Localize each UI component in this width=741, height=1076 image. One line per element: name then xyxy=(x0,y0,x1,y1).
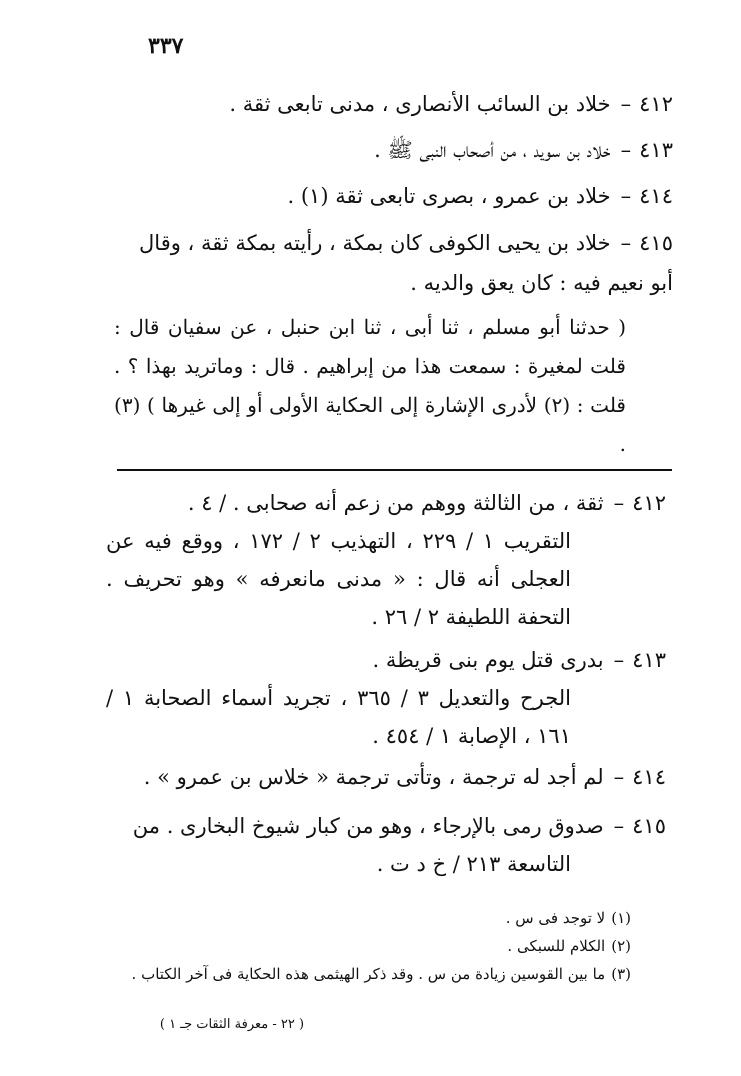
signature-mark: ( ٢٢ - معرفة الثقات جـ ١ ) xyxy=(159,1017,305,1032)
entry-number: ٤١٥ xyxy=(639,231,673,255)
footnote-text: ما بين القوسين زيادة من س . وقد ذكر الهيثمى هذه الحكاية فى آخر الكتاب . xyxy=(131,965,606,983)
commentary-text: بدرى قتل يوم بنى قريظة . xyxy=(372,648,604,672)
entry-number: ٤١٤ xyxy=(639,184,673,208)
footnote-2 xyxy=(71,934,631,958)
entry-413 xyxy=(113,130,673,170)
entry-414 xyxy=(113,176,673,216)
entry-dash: – xyxy=(620,92,632,116)
footnote-text: الكلام للسبكى . xyxy=(507,937,606,955)
entry-text: خلاد بن عمرو ، بصرى تابعى ثقة (١) . xyxy=(287,184,611,208)
commentary-dash: – xyxy=(613,648,625,672)
commentary-number: ٤١٥ xyxy=(632,814,666,838)
footnote-1 xyxy=(71,906,631,930)
entry-dash: – xyxy=(620,138,632,162)
footnote-number: (٢) xyxy=(611,937,631,955)
entry-412 xyxy=(113,84,673,124)
commentary-text: صدوق رمى بالإرجاء ، وهو من كبار شيوخ البخارى . من xyxy=(132,814,604,838)
footnote-3 xyxy=(71,962,631,986)
entry-dash: – xyxy=(620,231,632,255)
commentary-number: ٤١٤ xyxy=(632,765,666,789)
commentary-text: لم أجد له ترجمة ، وتأتى ترجمة « خلاس بن عمرو » . xyxy=(143,765,604,789)
footnote-number: (٣) xyxy=(611,965,631,983)
commentary-text: ثقة ، من الثالثة ووهم من زعم أنه صحابى . / ٤ . xyxy=(187,491,604,515)
commentary-413 xyxy=(106,641,666,755)
commentary-number: ٤١٣ xyxy=(632,648,666,672)
commentary-415 xyxy=(106,807,666,883)
footnote-text: لا توجد فى س . xyxy=(505,909,606,927)
commentary-number: ٤١٢ xyxy=(632,491,666,515)
entry-415 xyxy=(113,223,673,303)
entry-number: ٤١٣ xyxy=(639,138,673,162)
commentary-dash: – xyxy=(613,814,625,838)
commentary-continuation: التاسعة ٢١٣ / خ د ت . xyxy=(376,852,571,876)
entry-dash: – xyxy=(620,184,632,208)
commentary-414 xyxy=(106,758,666,796)
commentary-dash: – xyxy=(613,491,625,515)
footnote-number: (١) xyxy=(611,909,631,927)
commentary-continuation: التقريب ١ / ٢٢٩ ، التهذيب ٢ / ١٧٢ ، ووقع فيه عن العجلى أنه قال : « مدنى مانعرفه » وهو تحريف . التحفة اللطيفة ٢ / ٢٦ . xyxy=(106,529,571,629)
entry-text: خلاد بن السائب الأنصارى ، مدنى تابعى ثقة . xyxy=(229,92,611,116)
divider xyxy=(117,469,672,471)
commentary-dash: – xyxy=(613,765,625,789)
page-number: ٣٣٧ xyxy=(148,33,184,59)
narration: ( حدثنا أبو مسلم ، ثنا أبى ، ثنا ابن حنبل ، عن سفيان قال : قلت لمغيرة : سمعت هذا من إبراهيم . قال : وماتريد بهذا ؟ . قلت : (٢) لأدرى الإشارة إلى الحكاية الأولى أو إلى غيرها ) (٣) . xyxy=(114,315,626,456)
commentary-continuation: الجرح والتعديل ٣ / ٣٦٥ ، تجريد أسماء الصحابة ١ / ١٦١ ، الإصابة ١ / ٤٥٤ . xyxy=(106,686,571,748)
entry-text: خلاد بن سويد ، من أصحاب النبى ﷺ . xyxy=(374,138,611,162)
entry-text: خلاد بن يحيى الكوفى كان بمكة ، رأيته بمكة ثقة ، وقال أبو نعيم فيه : كان يعق والديه . xyxy=(139,231,673,295)
entry-number: ٤١٢ xyxy=(639,92,673,116)
commentary-412 xyxy=(106,484,666,636)
